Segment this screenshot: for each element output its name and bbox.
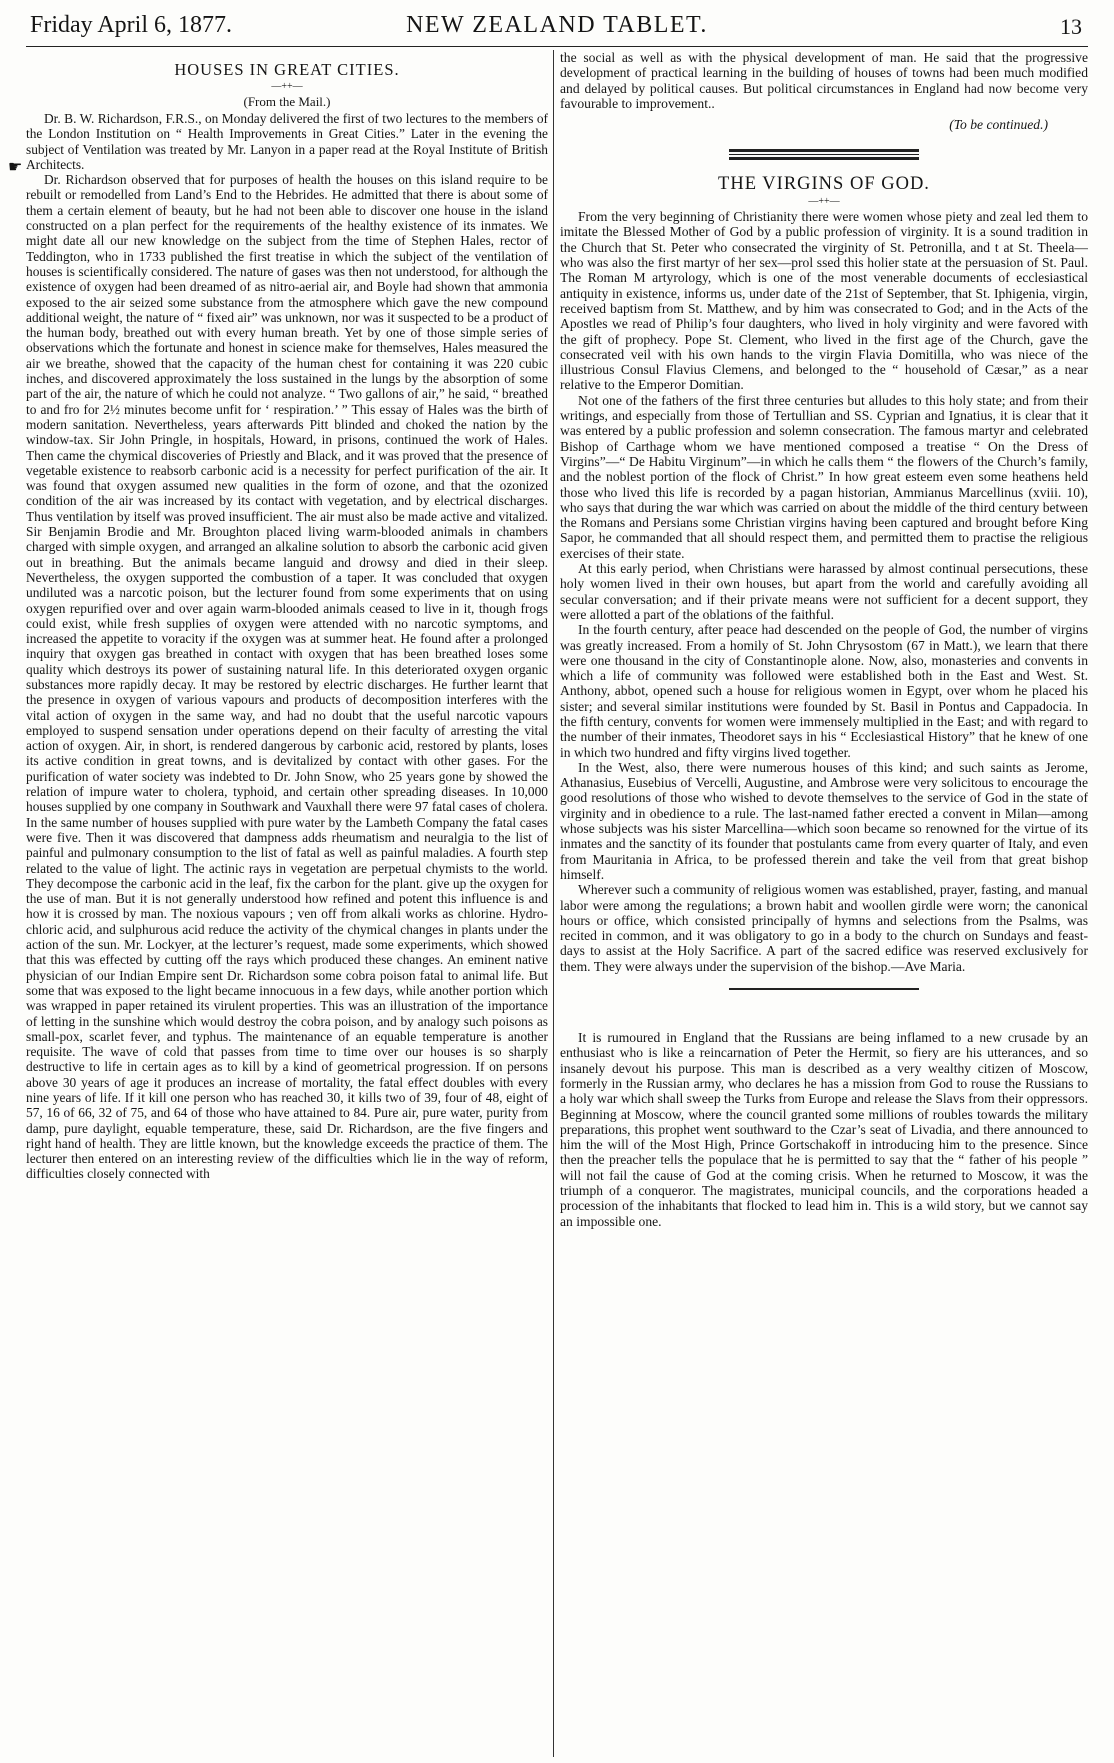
russia-news-paragraph: It is rumoured in England that the Russians are being inflamed to a new crusade by an enthusiast who is like a reincarnation of Peter the Hermit, so fiery are his utterances, and so insanely devout his purpose. This man is described as a very wealthy citizen of Moscow, formerly in the Russian army, who declares he has a mission from God to rouse the Russians to a holy war which shall sweep the Turks from Europe and release the Slavs from their oppressors. Beginning at Moscow, where the council granted some millions of roubles towards the military preparations, this prophet went southward to the Czar’s seat of Livadia, and there announced to him the will of the Most High, Prince Gortschakoff in introducing him to the presence. Since then the preacher tells the populace that he is permitted to say that the “ father of his people ” will not fail the cause of God at the coming crisis. When he returned to Moscow, it was the triumph of a conqueror. The magistrates, municipal councils, and the corporations headed a procession of the inhabitants that flocked to lead him in. This is a wild story, but we cannot say an impossible one. — [560, 1030, 1088, 1229]
article-paragraph: Not one of the fathers of the first three centuries but alludes to this holy state; and from their writings, and especially from those of Tertullian and SS. Cyprian and Ignatius, it is clear that it was entered by a public profession and solemn consecration. The famous martyr and celebrated Bishop of Carthage whom we have mentioned composed a treatise “ On the Dress of Virgins”—“ De Habitu Virginum”—in which he calls them “ the flowers of the Church’s family, and the noblest portion of the flock of Christ.” In how great esteem even some heathens held those who lived this life is recorded by a pagan historian, Ammianus Marcellinus (xviii. 10), who says that during the war which was carried on about the middle of the third century between the Romans and Persians some Christian virgins having been captured and brought before King Sapor, he commanded that all should respect them, and permitted them to practise the religious exercises of their state. — [560, 392, 1088, 561]
section-rule — [729, 149, 919, 160]
article-paragraph: In the fourth century, after peace had descended on the people of God, the number of virgins was greatly increased. From a homily of St. John Chrysostom (67 in Matt.), we learn that there were one thousand in the city of Constantinople alone. Now, also, monasteries and convents in which a life of community was followed were established both in the East and West. St. Anthony, abbot, opened such a house for religious women in Egypt, over whom he placed his sister; and several similar institutions were founded by St. Basil in Pontus and Cappadocia. In the fifth century, convents for women were immensely multiplied in the East; and with regard to the number of their inmates, Theodoret says in his “ Ecclesiastical History” that he knew of one in which two hundred and fifty virgins lived together. — [560, 622, 1088, 760]
title-ornament: —++— — [271, 81, 303, 92]
section-rule — [729, 988, 919, 990]
page-number: 13 — [1060, 14, 1082, 39]
left-column — [26, 50, 548, 1757]
article-paragraph: In the West, also, there were numerous houses of this kind; and such saints as Jerome, Athanasius, Eusebius of Vercelli, Augustine, and Ambrose were very solicitous to encourage the good resolutions of those who wished to devote themselves to the service of God in the state of virginity and in obedience to a rule. The last-named father erected a convent in Milan—among whose subjects was his sister Marcellina—which soon became so renowned for the virtue of its inmates and the sanctity of its founder that postulants came from every quarter of Italy, and even from Mauritania in Africa, to be professed therein and take the veil from that great bishop himself. — [560, 759, 1088, 882]
right-column — [560, 50, 1088, 1757]
pointing-hand-mark: ☛ — [8, 159, 23, 176]
article-source: (From the Mail.) — [243, 94, 331, 109]
masthead — [26, 4, 1088, 47]
title-ornament: —++— — [808, 196, 840, 208]
houses-article-title: HOUSES IN GREAT CITIES. — [174, 60, 400, 79]
issue-date: Friday April 6, 1877. — [30, 12, 232, 38]
newspaper-title: NEW ZEALAND TABLET. — [406, 12, 708, 38]
article-paragraph: Dr. B. W. Richardson, F.R.S., on Monday delivered the first of two lectures to the members of the London Institution on “ Health Improvements in Great Cities.” Later in the evening the subject of Ventilation was treated by Mr. Lanyon in a paper read at the Royal Institute of British Architects. — [26, 111, 548, 172]
continued-note: (To be continued.) — [949, 117, 1048, 133]
article-continuation: the social as well as with the physical development of man. He said that the progressive development of practical learning in the building of houses of towns had been much modified and delayed by political causes. But political circumstances in England had now become very favourable to improvement.. — [560, 50, 1088, 111]
column-divider — [553, 50, 554, 1757]
virgins-article-title: THE VIRGINS OF GOD. — [718, 174, 930, 195]
article-paragraph: Wherever such a community of religious women was established, prayer, fasting, and manual labor were among the regulations; a brown habit and woollen girdle were worn; the canonical hours or office, which consisted principally of hymns and selections from the Psalms, was recited in common, and it was obligatory to go in a body to the church on Sundays and feast-days to assist at the Holy Sacrifice. A part of the sacred edifice was reserved exclusively for them. They were always under the supervision of the bishop.—Ave Maria. — [560, 882, 1088, 974]
article-paragraph: At this early period, when Christians were harassed by almost continual persecutions, these holy women lived in their own houses, but apart from the world and carefully avoiding all secular conversation; and if their private means were not sufficient for a decent support, they were allotted a part of the oblations of the faithful. — [560, 561, 1088, 622]
article-paragraph: From the very beginning of Christianity there were women whose piety and zeal led them to imitate the Blessed Mother of God by a public profession of virginity. It is a sound tradition in the Church that St. Peter who consecrated the virginity of St. Petronilla, and t at St. Theela—who was also the first martyr of her sex—prol ssed this holier state at the persuasion of St. Paul. The Roman M artyrology, which is one of the most venerable documents of ecclesiastical antiquity in existence, informs us, under date of the 21st of September, that St. Iphigenia, virgin, received baptism from St. Matthew, and by him was consecrated to God; and in the Acts of the Apostles we read of Philip’s four daughters, who lived in holy virginity and were favored with the gift of prophecy. Pope St. Clement, who lived in the first age of the Church, gave the consecrated veil with his own hands to the virgin Flavia Domitilla, who was niece of the illustrious Consul Flavius Clemens, and belonged to the “ household of Cæsar,” as a near relative to the Emperor Domitian. — [560, 209, 1088, 393]
article-paragraph: Dr. Richardson observed that for purposes of health the houses on this island require to be rebuilt or remodelled from Land’s End to the Hebrides. He admitted that there is about some of them a certain element of beauty, but he had not been able to discover one house in the island constructed on a plan perfect for the requirements of the healthy existence of its inmates. We might date all our new knowledge on the subject from the time of Stephen Hales, rector of Teddington, who in 1733 published the first treatise in which the subject of the ventilation of houses is scientifically considered. The nature of gases was then not understood, for although the existence of oxygen had been dreamed of as nitro-aerial air, and Boyle had shown that ammonia exposed to the air seized some substance from the atmosphere which gave the new compound additional weight, the nature of “ fixed air” was unknown, nor was it suspected to be a product of the human body, breathed out with every human breath. Yet by one of those simple series of observations which the fortunate and honest in science make for themselves, Hales measured the air we breathe, showed that the capacity of the human chest for containing it was 220 cubic inches, and discovered approximately the loss sustained in the lungs by the absorption of some part of the air, the nature of which he could not analyze. “ Two gallons of air,” he said, “ breathed to and fro for 2½ minutes become unfit for ‘ respiration.’ ” This essay of Hales was the birth of modern sanitation. Nevertheless, years afterwards Pitt blinded and choked the nation by the window-tax. Sir John Pringle, in hospitals, Howard, in prisons, continued the work of Hales. Then came the chymical discoveries of Priestly and Black, and it was proved that the presence of vegetable existence to reabsorb carbonic acid is a necessity for perfect purification of the air. It was found that oxygen assumed new qualities in the form of ozone, and that the ozonized condition of the air was increased by its contact with vegetation, and by electrical discharges. Thus ventilation by itself was proved insufficient. The air must also be made active and vitalized. Sir Benjamin Brodie and Mr. Broughton placed living warm-blooded animals in chambers charged with simple oxygen, and arranged an alkaline solution to absorb the carbonic acid given out in breathing. But the animals became languid and drowsy and died in their sleep. Nevertheless, the oxygen supported the combustion of a taper. It was concluded that oxygen undiluted was a narcotic poison, but the lecturer found from some experiments that on using oxygen repurified over and over again warm-blooded animals ceased to live in it, though frogs could exist, while fresh supplies of oxygen were attended with no narcotic symptoms, and increased the appetite to voracity if the oxygen was at summer heat. He found after a prolonged inquiry that oxygen gas breathed in contact with oxygen that has been breathed loses some quality which destroys its power of sustaining natural life. In this deteriorated oxygen organic substances more rapidly decay. It may be restored by electric discharges. He further learnt that the presence in oxygen of various vapours and products of decomposition interferes with the vital action of oxygen in the same way, and had no doubt that the useful narcotic vapours employed to suspend sensation under operations depend on their faculty of arresting the vital action of oxygen. Air, in short, is rendered dangerous by carbonic acid, restored by plants, loses its active condition in great towns, and is devitalized by contact with other gases. For the purification of water society was indebted to Dr. John Snow, who 25 years gone by showed the relation of impure water to cholera, typhoid, and certain other spreading diseases. In 10,000 houses supplied by one company in Southwark and Vauxhall there were 97 fatal cases of cholera. In the same number of houses supplied with pure water by the Lambeth Company the fatal cases were five. Then it was discovered that dampness adds rheumatism and neuralgia to the list of painful and pulmonary consumption to the list of fatal as well as painful maladies. A fourth step related to the value of light. The actinic rays in vegetation are perpetual chymists to the world. They decompose the carbonic acid in the leaf, fix the carbon for the plant. give up the oxygen for the use of man. But it is not generally understood how refined and potent this influence is and how it is crossed by man. The noxious vapours ; ven off from alkali works as chlorine. Hydro-chloric acid, and sulphurous acid reduce the activity of the chymical changes in plants under the action of the sun. Mr. Lockyer, at the lecturer’s request, made some experiments, which showed that this was effected by cutting off the rays which produced these changes. An eminent native physician of our Indian Empire sent Dr. Richardson some cobra poison fatal to animal life. But some that was exposed to the light became innocuous in a few days, while another portion which was wrapped in paper retained its virulent properties. This was an illustration of the importance of letting in the sunshine which would destroy the cobra poison, and by analogy such poisons as small-pox, scarlet fever, and typhus. The maintenance of an equable temperature is another requisite. The wave of cold that passes from time to time over our houses is so sharply destructive to life in certain ages as to kill by a kind of geometrical progression. If on persons above 30 years of age it produces an increase of mortality, the fatal effect doubles with every nine years of life. If it kill one person who has reached 30, it kills two of 39, four of 48, eight of 57, 16 of 66, 32 of 75, and 64 of those who have attained to 84. Pure air, pure water, purity from damp, pure daylight, equable temperature, these, said Dr. Richardson, are the five fingers and right hand of health. They are little known, but the knowledge exceeds the practice of them. The lecturer then entered on an interesting review of the difficulties which lie in the way of reform, difficulties closely connected with — [26, 172, 548, 1182]
